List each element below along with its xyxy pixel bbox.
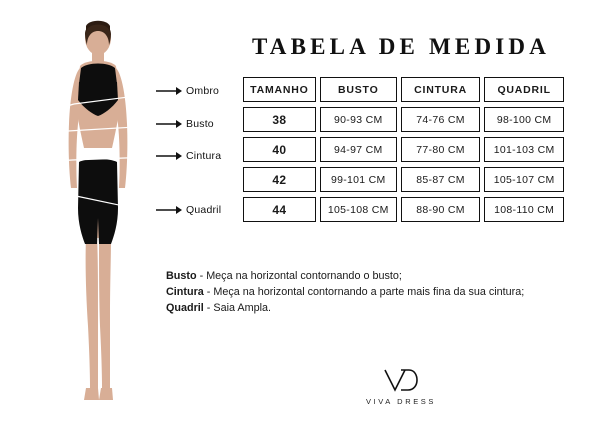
cell-size: 44 (243, 197, 316, 222)
note-busto (166, 268, 586, 284)
cell-size: 40 (243, 137, 316, 162)
note-text-cintura: - Meça na horizontal contornando a parte mais fina da sua cintura; (203, 286, 525, 298)
cell-cintura: 88-90 CM (401, 197, 481, 222)
cell-quadril: 108-110 CM (484, 197, 564, 222)
arrow-ombro-icon (156, 86, 182, 96)
cell-cintura: 85-87 CM (401, 167, 481, 192)
cell-busto: 105-108 CM (320, 197, 397, 222)
measurement-notes (166, 268, 586, 316)
cell-cintura: 74-76 CM (401, 107, 481, 132)
label-ombro: Ombro (186, 85, 220, 97)
cell-busto: 90-93 CM (320, 107, 397, 132)
table-row (243, 107, 564, 132)
table-header-row (243, 77, 564, 102)
cell-quadril: 98-100 CM (484, 107, 564, 132)
note-term-busto: Busto (166, 270, 197, 282)
cell-busto: 94-97 CM (320, 137, 397, 162)
size-table (239, 72, 568, 227)
arrow-cintura-icon (156, 151, 182, 161)
label-busto: Busto (186, 118, 214, 130)
arrow-busto-icon (156, 119, 182, 129)
brand-footer (236, 368, 566, 406)
model-figure-area (0, 0, 228, 424)
table-row (243, 167, 564, 192)
note-term-quadril: Quadril (166, 302, 204, 314)
header-tamanho: TAMANHO (243, 77, 316, 102)
label-quadril: Quadril (186, 204, 222, 216)
table-row (243, 197, 564, 222)
cell-quadril: 101-103 CM (484, 137, 564, 162)
note-cintura (166, 284, 586, 300)
header-cintura: CINTURA (401, 77, 481, 102)
cell-size: 38 (243, 107, 316, 132)
header-busto: BUSTO (320, 77, 397, 102)
label-cintura: Cintura (186, 150, 222, 162)
viva-dress-monogram-icon (383, 368, 419, 394)
note-quadril (166, 300, 586, 316)
cell-busto: 99-101 CM (320, 167, 397, 192)
brand-name: VIVA DRESS (365, 397, 437, 406)
cell-cintura: 77-80 CM (401, 137, 481, 162)
note-term-cintura: Cintura (166, 286, 204, 298)
page-title: TABELA DE MEDIDA (251, 34, 551, 59)
cell-size: 42 (243, 167, 316, 192)
header-quadril: QUADRIL (484, 77, 564, 102)
note-text-busto: - Meça na horizontal contornando o busto; (196, 270, 402, 282)
table-row (243, 137, 564, 162)
cell-quadril: 105-107 CM (484, 167, 564, 192)
note-text-quadril: - Saia Ampla. (203, 302, 272, 314)
arrow-quadril-icon (156, 205, 182, 215)
